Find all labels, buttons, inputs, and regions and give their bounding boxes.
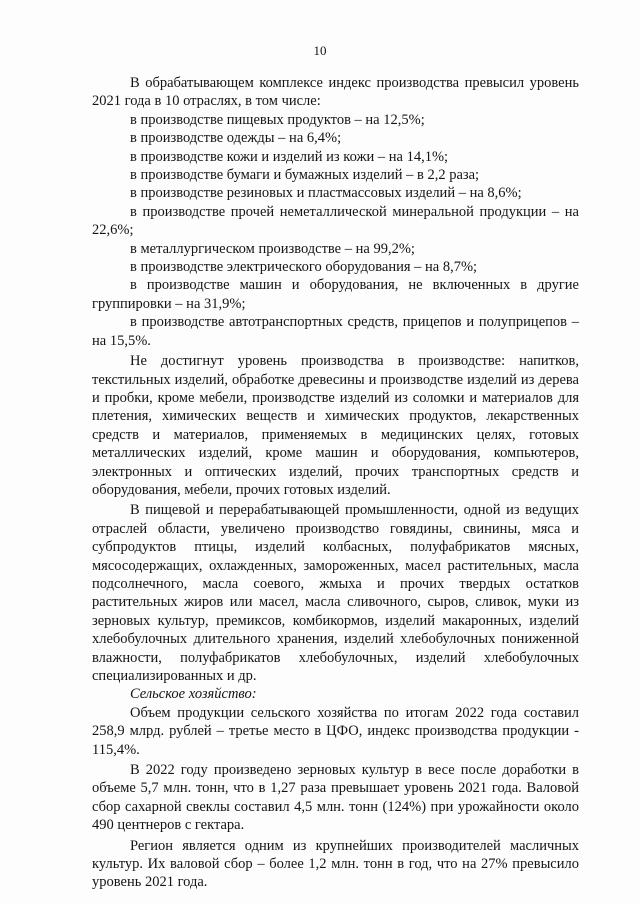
- page-number: 10: [313, 43, 327, 58]
- list-item-motor-vehicles: в производстве автотранспортных средств, прицепов и полуприцепов – на 15,5%.: [92, 314, 579, 349]
- list-item-electrical-equipment: в производстве электрического оборудования – на 8,7%;: [130, 259, 478, 276]
- paragraph-grain-harvest: В 2022 году произведено зерновых культур в весе после доработки в объеме 5,7 млн. тонн, что в 1,27 раза превышает уровень 2021 года. Валовой сбор сахарной свеклы составил 4,5 млн. тонн (124%) при урожайности около 490 центнеров с гектара.: [92, 762, 579, 834]
- list-item-leather: в производстве кожи и изделий из кожи – на 14,1%;: [130, 148, 449, 165]
- list-item-rubber-plastic: в производстве резиновых и пластмассовых изделий – на 8,6%;: [130, 185, 522, 202]
- list-item-clothing: в производстве одежды – на 6,4%;: [130, 130, 342, 147]
- list-item-nonmetallic-minerals: в производстве прочей неметаллической минеральной продукции – на 22,6%;: [92, 203, 579, 239]
- document-body: [92, 74, 579, 892]
- list-item-paper: в производстве бумаги и бумажных изделий – в 2,2 раза;: [130, 167, 480, 184]
- paragraph-intro: В обрабатывающем комплексе индекс производства превысил уровень 2021 года в 10 отраслях, в том числе:: [92, 75, 579, 110]
- paragraph-oilseed-crops: Регион является одним из крупнейших производителей масличных культур. Их валовой сбор – более 1,2 млн. тонн в год, что на 27% превысило уровень 2021 года.: [92, 837, 579, 891]
- paragraph-not-achieved: Не достигнут уровень производства в производстве: напитков, текстильных изделий, обработке древесины и производстве изделий из дерева и пробки, кроме мебели, производстве изделий из соломки и материалов для плетения, химических веществ и химических продуктов, лекарственных средств и материалов, применяемых в медицинских целях, готовых металлических изделий, кроме машин и оборудования, компьютеров, электронных и оптических изделий, прочих транспортных средств и оборудования, мебели, прочих готовых изделий.: [92, 353, 579, 498]
- list-item-food: в производстве пищевых продуктов – на 12,5%;: [130, 111, 425, 128]
- paragraph-food-industry: В пищевой и перерабатывающей промышленности, одной из ведущих отраслей области, увеличено производство говядины, свинины, мяса и субпродуктов птицы, изделий колбасных, полуфабрикатов мясных, мясосодержащих, охлажденных, замороженных, масел растительных, масла подсолнечного, масла соевого, жмыха и прочих твердых остатков растительных жиров или масел, масла сливочного, сыров, сливок, муки из зерновых культур, премиксов, комбикормов, изделий макаронных, изделий хлебобулочных длительного хранения, изделий хлебобулочных пониженной влажности, полуфабрикатов хлебобулочных, изделий хлебобулочных специализированных и др.: [92, 502, 579, 684]
- paragraph-agriculture-output: Объем продукции сельского хозяйства по итогам 2022 года составил 258,9 млрд. рублей – третье место в ЦФО, индекс производства продукции - 115,4%.: [92, 704, 579, 758]
- section-heading-agriculture: Сельское хозяйство:: [130, 686, 257, 703]
- list-item-machinery: в производстве машин и оборудования, не включенных в другие группировки – на 31,9%;: [92, 277, 579, 312]
- list-item-metallurgy: в металлургическом производстве – на 99,2%;: [130, 240, 415, 257]
